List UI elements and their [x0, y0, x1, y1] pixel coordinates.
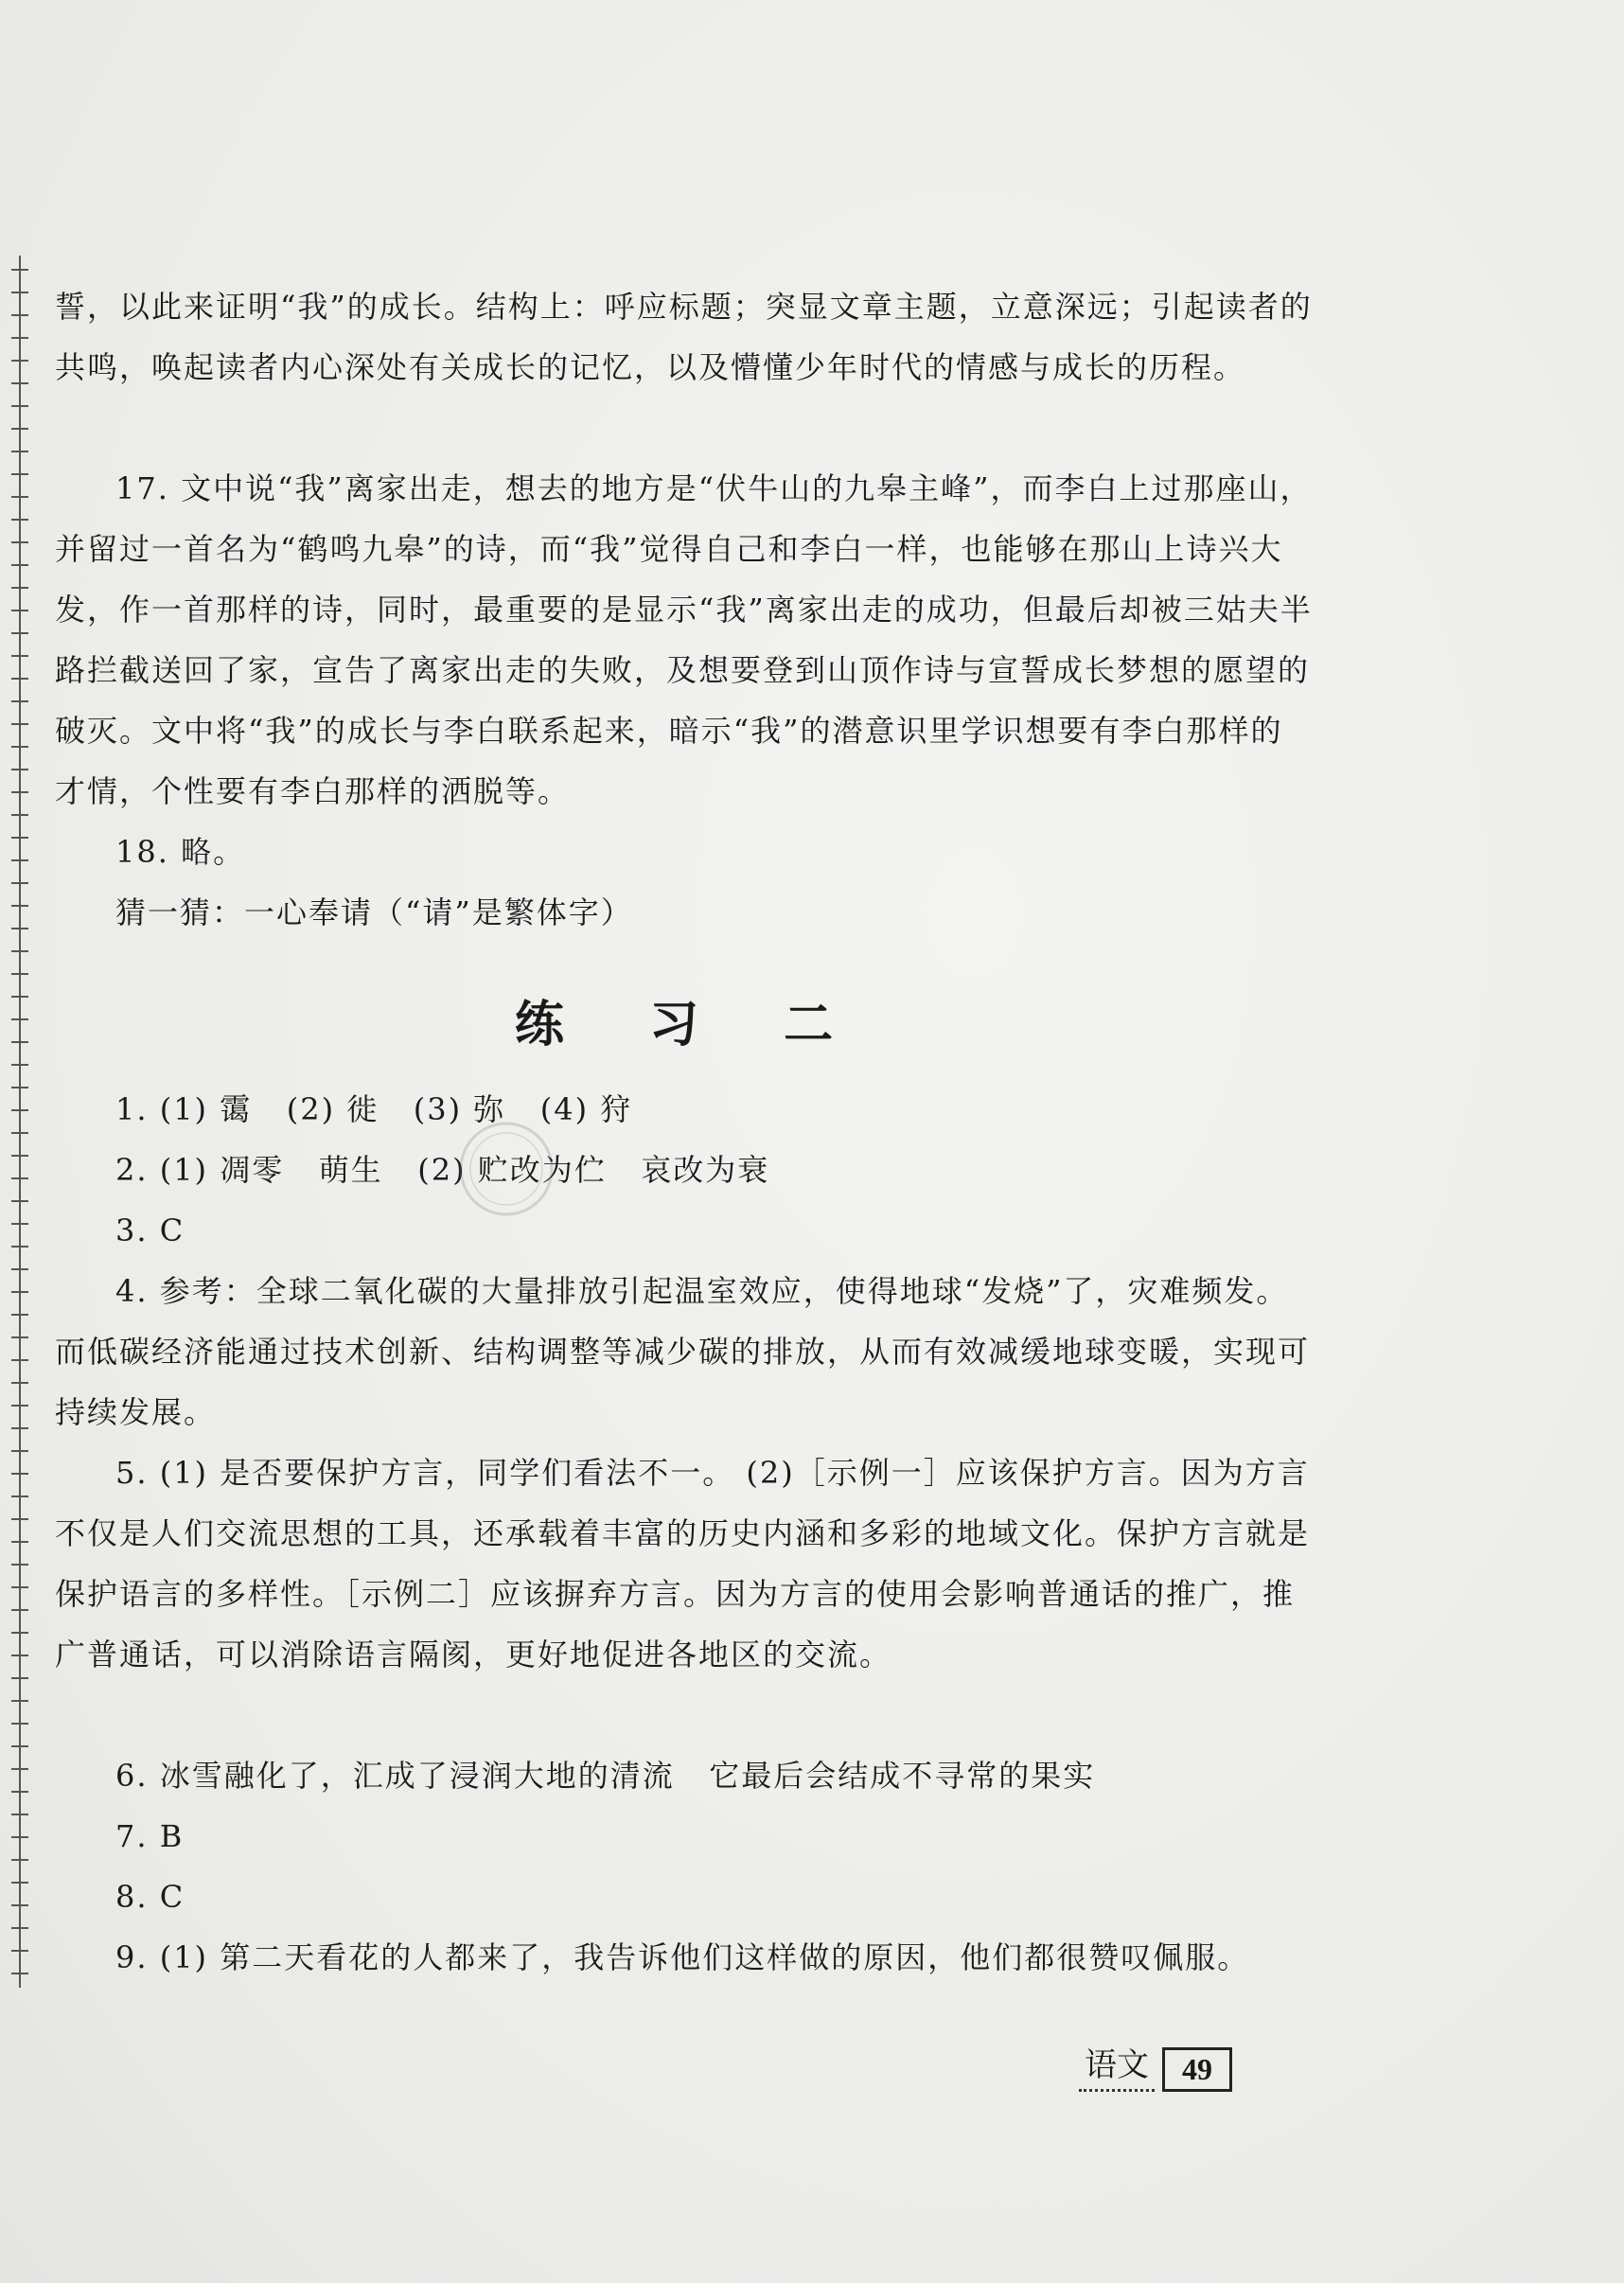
answer-2: 2. (1) 凋零 萌生 (2) 贮改为伫 哀改为衰	[115, 1152, 770, 1188]
answer-1: 1. (1) 霭 (2) 徙 (3) 弥 (4) 狩	[115, 1091, 633, 1127]
answer-18: 18. 略。	[115, 834, 246, 870]
answer-8: 8. C	[115, 1879, 185, 1915]
answer-6: 6. 冰雪融化了，汇成了浸润大地的清流 它最后会结成不寻常的果实	[115, 1758, 1096, 1794]
answer-5: 5. (1) 是否要保护方言，同学们看法不一。 (2)［示例一］应该保护方言。因为方言不仅是人们交流思想的工具，还承载着丰富的历史内涵和多彩的地域文化。保护方言就是保护语言的多样性。［示例二］应该摒弃方言。因为方言的使用会影响普通话的推广，推广普通话，可以消除语言隔阂，更好地促进各地区的交流。	[55, 1455, 1311, 1672]
riddle: 猜一猜：一心奉请（“请”是繁体字）	[115, 894, 633, 930]
answer-3: 3. C	[115, 1212, 185, 1248]
subject-label: 语文	[1079, 2039, 1155, 2092]
watermark-stamp	[454, 1117, 558, 1221]
paragraph-continuation: 誓，以此来证明“我”的成长。结构上：呼应标题；突显文章主题，立意深远；引起读者的共鸣，唤起读者内心深处有关成长的记忆，以及懵懂少年时代的情感与成长的历程。	[55, 289, 1313, 385]
answer-4: 4. 参考：全球二氧化碳的大量排放引起温室效应，使得地球“发烧”了，灾难频发。而低碳经济能通过技术创新、结构调整等减少碳的排放，从而有效减缓地球变暖，实现可持续发展。	[55, 1273, 1311, 1430]
answer-9: 9. (1) 第二天看花的人都来了，我告诉他们这样做的原因，他们都很赞叹佩服。	[115, 1939, 1250, 1975]
answer-17: 17. 文中说“我”离家出走，想去的地方是“伏牛山的九皋主峰”，而李白上过那座山，并留过一首名为“鹤鸣九皋”的诗，而“我”觉得自己和李白一样，也能够在那山上诗兴大发，作一首那样的诗，同时，最重要的是显示“我”离家出走的成功，但最后却被三姑夫半路拦截送回了家，宣告了离家出走的失败，及想要登到山顶作诗与宣誓成长梦想的愿望的破灭。文中将“我”的成长与李白联系起来，暗示“我”的潜意识里学识想要有李白那样的才情，个性要有李白那样的洒脱等。	[55, 470, 1313, 809]
section-title: 练 习 二	[514, 997, 868, 1053]
answer-7: 7. B	[115, 1818, 185, 1854]
page-number: 49	[1162, 2047, 1232, 2092]
binding-margin	[8, 256, 32, 1988]
page-footer	[1079, 2035, 1232, 2092]
